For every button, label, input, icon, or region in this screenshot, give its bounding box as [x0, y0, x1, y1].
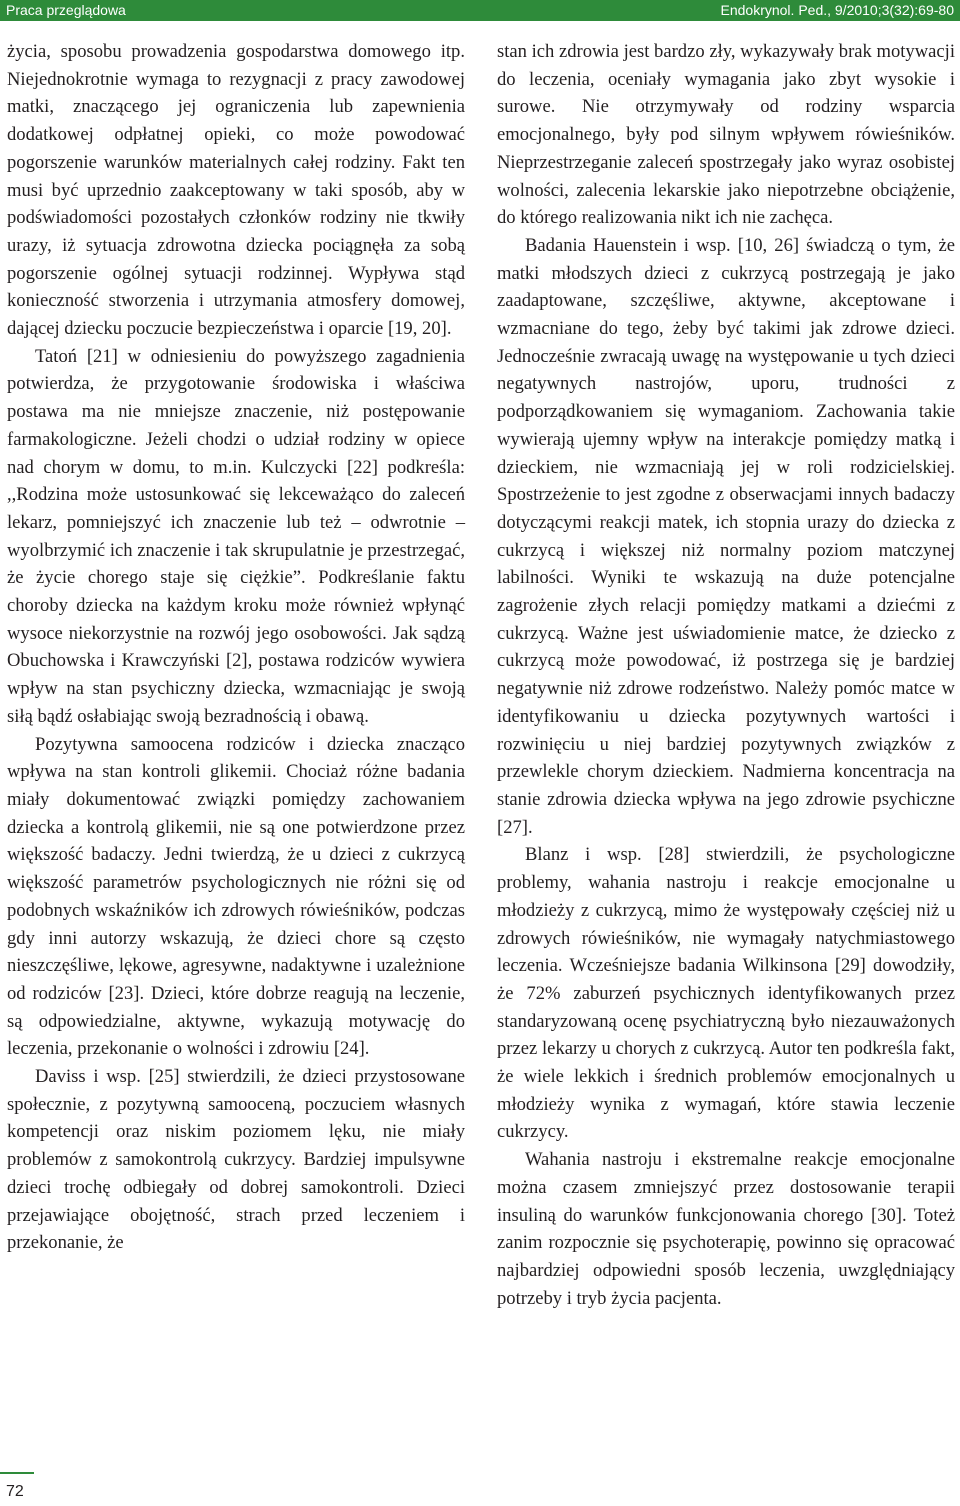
page-number: 72 — [6, 1483, 24, 1500]
paragraph: Badania Hauenstein i wsp. [10, 26] świadczą o tym, że matki młodszych dzieci z cukrzycą postrzegają je jako zaadaptowane, szczęśliwe, aktywne, akceptowane i wzmacniane do tego, żeby być takimi jak zdrowe dzieci. Jednocześnie zwracają uwagę na występowanie u tych dzieci negatywnych nastrojów, uporu, trudności z podporządkowaniem się wymaganiom. Zachowania takie wywierają ujemny wpływ na interakcje pomiędzy matką i dzieckiem, nie wzmacniają jej w roli rodzicielskiej. Spostrzeżenie to jest zgodne z obserwacjami innych badaczy dotyczącymi reakcji matek, ich stopnia urazy do dziecka z cukrzycą i większej niż normalny poziom matczynej labilności. Wyniki te wskazują na duże potencjalne zagrożenie złych relacji pomiędzy matkami a dziećmi z cukrzycą. Ważne jest uświadomienie matce, że dziecko z cukrzycą może powodować, iż postrzega się je bardziej negatywnie niż zdrowe rodzeństwo. Należy pomóc matce w identyfikowaniu u dziecka pozytywnych wartości i rozwinięciu u niej bardziej pozytywnych związków z przewlekle chorym dzieckiem. Nadmierna koncentracja na stanie zdrowia dziecka wpływa na jego zdrowie psychiczne [27]. — [497, 234, 955, 838]
paragraph: stan ich zdrowia jest bardzo zły, wykazywały brak motywacji do leczenia, oceniały wymagania jako zbyt wysokie i surowe. Nie otrzymywały od rodziny wsparcia emocjonalnego, były pod silnym wpływem rówieśników. Nieprzestrzeganie zaleceń spostrzegały jako wyraz osobistej wolności, zalecenia lekarskie jako niepotrzebne obciążenie, do którego realizowania nikt ich nie zachęca. — [497, 41, 955, 229]
paragraph: Tatoń [21] w odniesieniu do powyższego zagadnienia potwierdza, że przygotowanie środowiska i właściwa postawa ma nie mniejsze znaczenie, niż postępowanie farmakologiczne. Jeżeli chodzi o udział rodziny w opiece nad chorym w domu, to m.in. Kulczycki [22] podkreśla: ,,Rodzina może ustosunkować się lekceważąco do zaleceń lekarz, pomniejszyć ich znaczenie lub też – odwrotnie – wyolbrzymić ich znaczenie i tak skrupulatnie je przestrzegać, że życie chorego staje się ciężkie”. Podkreślanie faktu choroby dziecka na każdym kroku może również wpłynąć wysoce niekorzystnie na rozwój jego osobowości. Jak sądzą Obuchowska i Krawczyński [2], postawa rodziców wywiera wpływ na stan psychiczny dziecka, wzmacniając je swoją siłą bądź osłabiając swoją bezradnością i obawą. — [7, 345, 465, 727]
paragraph: Daviss i wsp. [25] stwierdzili, że dzieci przystosowane społecznie, z pozytywną samooceną, poczuciem własnych kompetencji oraz niskim poziomem lęku, nie miały problemów z samokontrolą cukrzycy. Bardziej impulsywne dzieci trochę odbiegały od dobrej samokontroli. Dzieci przejawiające obojętność, strach przed leczeniem i przekonanie, że — [7, 1066, 465, 1254]
left-column — [7, 38, 465, 1257]
paragraph: życia, sposobu prowadzenia gospodarstwa domowego itp. Niejednokrotnie wymaga to rezygnacji z pracy zawodowej matki, znaczącego jej ograniczenia lub zapewnienia dodatkowej odpłatnej opieki, co może powodować pogorszenie warunków materialnych całej rodziny. Fakt ten musi być uprzednio zaakceptowany w taki sposób, aby w podświadomości pozostałych członków rodziny nie tkwiły urazy, iż sytuacja zdrowotna dziecka pociągnęła za sobą pogorszenie ogólnej sytuacji rodzinnej. Wypływa stąd konieczność stworzenia i utrzymania atmosfery domowej, dającej dziecku poczucie bezpieczeństwa i oparcie [19, 20]. — [7, 41, 465, 340]
header-section-label: Praca przeglądowa — [6, 2, 126, 18]
right-column — [497, 38, 955, 1312]
paragraph: Blanz i wsp. [28] stwierdzili, że psychologiczne problemy, wahania nastroju i reakcje emocjonalne u młodzieży z cukrzycą, mimo że występowały częściej niż u zdrowych rówieśników, nie wymagały natychmiastowego leczenia. Wcześniejsze badania Wilkinsona [29] dowodziły, że 72% zaburzeń psychicznych identyfikowanych przez standaryzowaną ocenę psychiatryczną było niezauważonych przez lekarzy u chorych z cukrzycą. Autor ten podkreśla fakt, że wiele lekkich i średnich problemów emocjonalnych u młodzieży wynika z wymagań, które stawia leczenie cukrzycy. — [497, 844, 955, 1143]
footer-rule — [0, 1472, 34, 1474]
paragraph: Pozytywna samoocena rodziców i dziecka znacząco wpływa na stan kontroli glikemii. Chociaż różne badania miały dokumentować związki pomiędzy zachowaniem dziecka a kontrolą glikemii, nie są one potwierdzone przez większość badaczy. Jedni twierdzą, że u dzieci z cukrzycą większość parametrów psychologicznych nie różni się od podobnych wskaźników ich zdrowych rówieśników, podczas gdy inni autorzy wskazują, że dzieci chore są często nieszczęśliwe, lękowe, agresywne, nadaktywne i uzależnione od rodziców [23]. Dzieci, które dobrze reagują na leczenie, są odpowiedzialne, aktywne, wykazują motywację do leczenia, przekonanie o wolności i zdrowiu [24]. — [7, 733, 465, 1060]
paragraph: Wahania nastroju i ekstremalne reakcje emocjonalne można czasem zmniejszyć przez dostosowanie terapii insuliną do warunków funkcjonowania chorego [30]. Toteż zanim rozpocznie się psychoterapię, powinno się opracować najbardziej odpowiedni sposób leczenia, uwzględniający potrzeby i tryb życia pacjenta. — [497, 1149, 955, 1309]
header-journal-citation: Endokrynol. Ped., 9/2010;3(32):69-80 — [720, 2, 954, 18]
running-header — [0, 0, 960, 21]
